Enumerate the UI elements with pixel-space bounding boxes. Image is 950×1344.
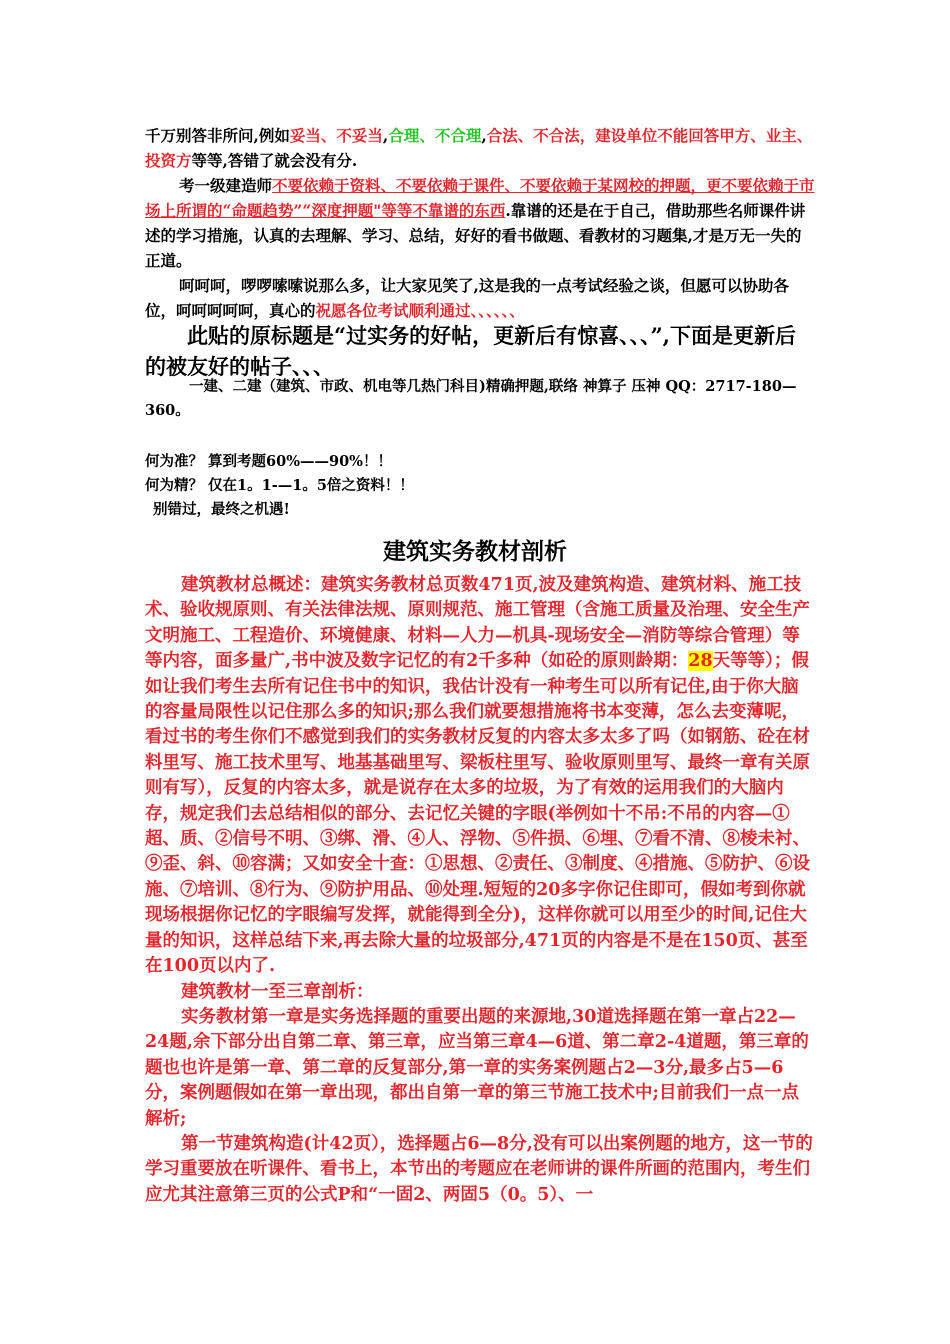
promo-line-3: 别错过，最终之机遇! — [153, 501, 290, 518]
analysis-paragraph-1: 建筑教材总概述：建筑实务教材总页数471页,波及建筑构造、建筑材料、施工技术、验收规原则、有关法律法规、原则规范、施工管理（含施工质量及治理、安全生产文明施工、工程造价、环境健康、材料—人力—机具-现场安全—消防等综合管理）等等内容，面多量广,书中波及数字记忆的有2千多种（如砼的原则龄期：28天等等）；假如让我们考生去所有记住书中的知识，我估计没有一种考生可以所有记住,由于你大脑的容量局限性以记住那么多的知识;那么我们就要想措施将书本变薄，怎么去变薄呢，看过书的考生你们不感觉到我们的实务教材反复的内容太多太多了吗（如钢筋、砼在材料里写、施工技术里写、地基基础里写、梁板柱里写、验收原则里写、最终一章有关原则有写），反复的内容太多，就是说存在太多的垃圾，为了有效的运用我们的大脑内存，规定我们去总结相似的部分、去记忆关键的字眼(举例如十不吊:不吊的内容—①超、质、②信号不明、③绑、滑、④人、浮物、⑤件损、⑥埋、⑦看不清、⑧棱未衬、⑨歪、斜、⑩容满；又如安全十查：①思想、②责任、③制度、④措施、⑤防护、⑥设施、⑦培训、⑧行为、⑨防护用品、⑩处理.短短的20多字你记住即可，假如考到你就现场根据你记忆的字眼编写发挥，就能得到全分)，这样你就可以用至少的时间,记住大量的知识，这样总结下来,再去除大量的垃圾部分,471页的内容是不是在150页、甚至在100页以内了. — [145, 575, 810, 977]
highlighted-number: 28 — [688, 651, 713, 672]
promo-line-2: 何为精？ 仅在1。1-—1。5倍之资料！！ — [145, 477, 414, 494]
advice-section — [145, 123, 815, 323]
promo-line-1: 何为准？ 算到考题60%——90%！！ — [145, 453, 392, 470]
red-text: 祝愿各位考试顺利通过、、、、、、 — [315, 301, 525, 320]
analysis-paragraph-2: 建筑教材一至三章剖析： — [181, 981, 374, 1002]
contact-block — [145, 375, 815, 423]
contact-line: 一建、二建（建筑、市政、机电等几热门科目)精确押题,联络 神算子 压神 QQ：2717-180—360。 — [145, 378, 797, 419]
advice-paragraph-3: 呵呵呵，啰啰嗦嗦说那么多，让大家见笑了,这是我的一点考试经验之谈，但愿可以协助各位，呵呵呵呵呵，真心的祝愿各位考试顺利通过、、、、、、 — [145, 276, 789, 320]
advice-paragraph-2: 考一级建造师不要依赖于资料、不要依赖于课件、不要依赖于某网校的押题，更不要依赖于市场上所谓的“命题趋势”“深度押题"等等不靠谱的东西.靠谱的还是在于自己，借助那些名师课件讲述的学习措施，认真的去理解、学习、总结，好好的看书做题、看教材的习题集,才是万无一失的正道。 — [145, 176, 815, 270]
promo-block — [145, 450, 815, 522]
analysis-section — [145, 573, 815, 1208]
red-underlined-text: 不要依赖于资料、不要依赖于课件、不要依赖于某网校的押题，更不要依赖于市场上所谓的“命题趋势”“深度押题"等等不靠谱的东西 — [145, 176, 815, 220]
red-text: 妥当、不妥当 — [289, 126, 383, 145]
analysis-paragraph-3: 实务教材第一章是实务选择题的重要出题的来源地,30道选择题在第一章占22—24题,余下部分出自第二章、第三章，应当第三章4—6道、第二章2-4道题，第三章的题也也许是第一章、第二章的反复部分,第一章的实务案例题占2—3分,最多占5—6分，案例题假如在第一章出现，都出自第一章的第三节施工技术中;目前我们一点一点解析; — [145, 1006, 809, 1129]
green-text: 合理、不合理 — [388, 126, 482, 145]
section-heading: 建筑实务教材剖析 — [383, 538, 567, 565]
advice-paragraph-1: 千万别答非所问,例如妥当、不妥当,合理、不合理,合法、不合法，建设单位不能回答甲方、业主、投资方等等,答错了就会没有分. — [145, 126, 813, 170]
analysis-paragraph-4: 第一节建筑构造(计42页），选择题占6—8分,没有可以出案例题的地方，这一节的学习重要放在听课件、看书上，本节出的考题应在老师讲的课件所画的范围内，考生们应尤其注意第三页的公式P和“一固2、两固5（0。5）、一 — [145, 1133, 813, 1205]
red-text: 合法、不合法，建设单位不能回答甲方、业主、投资方 — [145, 126, 813, 170]
notice-line: 此贴的原标题是“过实务的好帖，更新后有惊喜、、、”,下面是更新后的被友好的帖子、、、 — [145, 323, 796, 379]
notice-block — [145, 320, 815, 382]
